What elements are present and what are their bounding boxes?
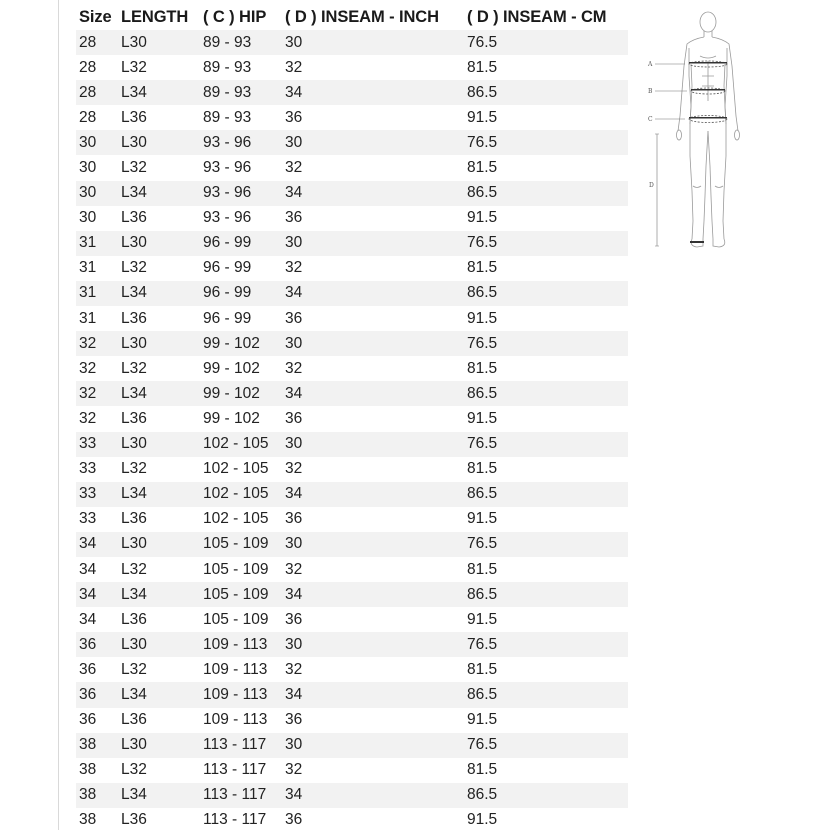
- table-row: [76, 783, 628, 808]
- size-cell: 28: [76, 55, 118, 80]
- inseam-cm-cell: 76.5: [464, 532, 628, 557]
- table-row: [76, 758, 628, 783]
- length-cell: L32: [118, 55, 200, 80]
- length-cell: L30: [118, 632, 200, 657]
- inseam-inch-cell: 32: [282, 356, 464, 381]
- hip-cell: 109 - 113: [200, 657, 282, 682]
- length-cell: L34: [118, 783, 200, 808]
- inseam-inch-cell: 30: [282, 632, 464, 657]
- size-cell: 31: [76, 256, 118, 281]
- hip-cell: 109 - 113: [200, 682, 282, 707]
- band-marks: [689, 62, 727, 243]
- inseam-cm-cell: 81.5: [464, 758, 628, 783]
- header-length: LENGTH: [121, 7, 189, 26]
- table-row: [76, 482, 628, 507]
- inseam-inch-cell: 30: [282, 532, 464, 557]
- size-cell: 38: [76, 808, 118, 833]
- label-a: A: [648, 61, 653, 68]
- inseam-inch-cell: 32: [282, 758, 464, 783]
- inseam-inch-cell: 32: [282, 557, 464, 582]
- inseam-cm-cell: 86.5: [464, 582, 628, 607]
- length-cell: L32: [118, 256, 200, 281]
- inseam-cm-cell: 81.5: [464, 356, 628, 381]
- inseam-inch-cell: 30: [282, 331, 464, 356]
- hip-cell: 105 - 109: [200, 582, 282, 607]
- inseam-inch-cell: 36: [282, 708, 464, 733]
- hip-cell: 113 - 117: [200, 808, 282, 833]
- size-cell: 30: [76, 130, 118, 155]
- inseam-cm-cell: 81.5: [464, 155, 628, 180]
- table-row: [76, 657, 628, 682]
- inseam-inch-cell: 30: [282, 231, 464, 256]
- table-row: [76, 507, 628, 532]
- inseam-inch-cell: 30: [282, 733, 464, 758]
- size-cell: 33: [76, 482, 118, 507]
- inseam-inch-cell: 34: [282, 281, 464, 306]
- inseam-cm-cell: 86.5: [464, 181, 628, 206]
- length-cell: L34: [118, 281, 200, 306]
- table-row: [76, 532, 628, 557]
- length-cell: L36: [118, 406, 200, 431]
- table-row: [76, 55, 628, 80]
- length-cell: L36: [118, 105, 200, 130]
- hip-cell: 93 - 96: [200, 206, 282, 231]
- label-b: B: [648, 88, 653, 95]
- inseam-cm-cell: 81.5: [464, 657, 628, 682]
- table-row: [76, 632, 628, 657]
- hip-band: [689, 116, 727, 123]
- inseam-cm-cell: 81.5: [464, 55, 628, 80]
- length-cell: L32: [118, 457, 200, 482]
- hip-cell: 102 - 105: [200, 457, 282, 482]
- inseam-inch-cell: 36: [282, 206, 464, 231]
- table-header-row: [76, 4, 628, 30]
- inseam-cm-cell: 76.5: [464, 632, 628, 657]
- size-cell: 30: [76, 206, 118, 231]
- inseam-inch-cell: 34: [282, 482, 464, 507]
- hip-cell: 109 - 113: [200, 708, 282, 733]
- length-cell: L30: [118, 733, 200, 758]
- hip-cell: 93 - 96: [200, 181, 282, 206]
- inseam-inch-cell: 30: [282, 30, 464, 55]
- size-cell: 32: [76, 381, 118, 406]
- hip-cell: 89 - 93: [200, 30, 282, 55]
- table-row: [76, 231, 628, 256]
- table-row: [76, 105, 628, 130]
- table-body: [76, 30, 628, 833]
- inseam-inch-cell: 34: [282, 80, 464, 105]
- size-cell: 33: [76, 432, 118, 457]
- table-row: [76, 733, 628, 758]
- inseam-cm-cell: 81.5: [464, 557, 628, 582]
- inseam-inch-cell: 32: [282, 55, 464, 80]
- length-cell: L32: [118, 758, 200, 783]
- inseam-cm-cell: 76.5: [464, 432, 628, 457]
- hip-cell: 93 - 96: [200, 130, 282, 155]
- inseam-cm-cell: 81.5: [464, 457, 628, 482]
- hip-cell: 93 - 96: [200, 155, 282, 180]
- inseam-cm-cell: 86.5: [464, 783, 628, 808]
- table-row: [76, 381, 628, 406]
- hip-cell: 102 - 105: [200, 432, 282, 457]
- length-cell: L36: [118, 607, 200, 632]
- size-cell: 28: [76, 30, 118, 55]
- inseam-cm-cell: 86.5: [464, 682, 628, 707]
- header-size: Size: [79, 7, 112, 26]
- inseam-cm-cell: 81.5: [464, 256, 628, 281]
- size-cell: 32: [76, 356, 118, 381]
- size-cell: 31: [76, 306, 118, 331]
- body-measurement-figure: [645, 6, 755, 256]
- inseam-cm-cell: 91.5: [464, 406, 628, 431]
- table-row: [76, 130, 628, 155]
- hip-cell: 99 - 102: [200, 381, 282, 406]
- size-cell: 36: [76, 682, 118, 707]
- inseam-inch-cell: 34: [282, 582, 464, 607]
- length-cell: L36: [118, 808, 200, 833]
- hip-cell: 99 - 102: [200, 356, 282, 381]
- inseam-cm-cell: 86.5: [464, 482, 628, 507]
- size-cell: 36: [76, 657, 118, 682]
- hip-cell: 96 - 99: [200, 281, 282, 306]
- inseam-cm-cell: 91.5: [464, 507, 628, 532]
- length-cell: L34: [118, 582, 200, 607]
- hip-cell: 96 - 99: [200, 231, 282, 256]
- inseam-cm-cell: 86.5: [464, 281, 628, 306]
- inseam-cm-cell: 91.5: [464, 105, 628, 130]
- table-row: [76, 80, 628, 105]
- length-cell: L36: [118, 306, 200, 331]
- size-cell: 38: [76, 758, 118, 783]
- inseam-inch-cell: 32: [282, 256, 464, 281]
- table-row: [76, 432, 628, 457]
- length-cell: L30: [118, 130, 200, 155]
- body-outline: [677, 12, 740, 247]
- inseam-inch-cell: 34: [282, 381, 464, 406]
- size-cell: 36: [76, 632, 118, 657]
- length-cell: L32: [118, 657, 200, 682]
- size-cell: 34: [76, 557, 118, 582]
- inseam-inch-cell: 32: [282, 457, 464, 482]
- inseam-inch-cell: 36: [282, 406, 464, 431]
- hip-cell: 89 - 93: [200, 80, 282, 105]
- inseam-cm-cell: 91.5: [464, 808, 628, 833]
- size-cell: 28: [76, 80, 118, 105]
- length-cell: L34: [118, 80, 200, 105]
- size-chart-table: [76, 4, 628, 833]
- hip-cell: 113 - 117: [200, 783, 282, 808]
- table-row: [76, 708, 628, 733]
- inseam-inch-cell: 34: [282, 682, 464, 707]
- length-cell: L36: [118, 708, 200, 733]
- table-row: [76, 557, 628, 582]
- hip-cell: 105 - 109: [200, 557, 282, 582]
- inseam-cm-cell: 76.5: [464, 733, 628, 758]
- length-cell: L30: [118, 331, 200, 356]
- label-d: D: [649, 182, 654, 189]
- table-row: [76, 356, 628, 381]
- size-cell: 32: [76, 406, 118, 431]
- hip-cell: 99 - 102: [200, 406, 282, 431]
- length-cell: L30: [118, 532, 200, 557]
- length-cell: L30: [118, 30, 200, 55]
- inseam-cm-cell: 76.5: [464, 231, 628, 256]
- hip-cell: 89 - 93: [200, 55, 282, 80]
- inseam-inch-cell: 36: [282, 306, 464, 331]
- table-row: [76, 607, 628, 632]
- size-cell: 38: [76, 783, 118, 808]
- table-row: [76, 331, 628, 356]
- inseam-cm-cell: 86.5: [464, 381, 628, 406]
- hip-cell: 99 - 102: [200, 331, 282, 356]
- inseam-inch-cell: 36: [282, 607, 464, 632]
- length-cell: L34: [118, 482, 200, 507]
- table-row: [76, 306, 628, 331]
- hip-cell: 102 - 105: [200, 482, 282, 507]
- length-cell: L32: [118, 155, 200, 180]
- inseam-inch-cell: 30: [282, 130, 464, 155]
- hip-cell: 105 - 109: [200, 532, 282, 557]
- label-c: C: [648, 116, 653, 123]
- size-cell: 32: [76, 331, 118, 356]
- inseam-cm-cell: 76.5: [464, 30, 628, 55]
- header-hip: ( C ) HIP: [203, 7, 267, 26]
- body-figure-illustration: [645, 6, 755, 256]
- left-border-line: [58, 0, 59, 830]
- length-cell: L36: [118, 507, 200, 532]
- table-row: [76, 457, 628, 482]
- length-cell: L34: [118, 682, 200, 707]
- inseam-inch-cell: 32: [282, 155, 464, 180]
- size-cell: 28: [76, 105, 118, 130]
- inseam-cm-cell: 91.5: [464, 306, 628, 331]
- length-cell: L34: [118, 381, 200, 406]
- inseam-inch-cell: 32: [282, 657, 464, 682]
- table-row: [76, 682, 628, 707]
- size-cell: 31: [76, 231, 118, 256]
- length-cell: L36: [118, 206, 200, 231]
- size-cell: 36: [76, 708, 118, 733]
- inseam-cm-cell: 76.5: [464, 331, 628, 356]
- table-row: [76, 808, 628, 833]
- inseam-cm-cell: 91.5: [464, 607, 628, 632]
- table-row: [76, 206, 628, 231]
- size-cell: 33: [76, 507, 118, 532]
- table-row: [76, 256, 628, 281]
- length-cell: L32: [118, 356, 200, 381]
- length-cell: L32: [118, 557, 200, 582]
- hip-cell: 96 - 99: [200, 306, 282, 331]
- hip-cell: 113 - 117: [200, 733, 282, 758]
- table-row: [76, 582, 628, 607]
- inseam-inch-cell: 36: [282, 808, 464, 833]
- inseam-inch-cell: 34: [282, 783, 464, 808]
- inseam-cm-cell: 91.5: [464, 708, 628, 733]
- length-cell: L34: [118, 181, 200, 206]
- size-cell: 38: [76, 733, 118, 758]
- header-inseam-inch: ( D ) INSEAM - INCH: [285, 7, 439, 26]
- inseam-cm-cell: 91.5: [464, 206, 628, 231]
- inseam-inch-cell: 36: [282, 105, 464, 130]
- size-cell: 34: [76, 532, 118, 557]
- hip-cell: 96 - 99: [200, 256, 282, 281]
- hip-cell: 109 - 113: [200, 632, 282, 657]
- hip-cell: 105 - 109: [200, 607, 282, 632]
- table-row: [76, 281, 628, 306]
- size-cell: 30: [76, 155, 118, 180]
- length-cell: L30: [118, 432, 200, 457]
- size-cell: 33: [76, 457, 118, 482]
- hip-cell: 102 - 105: [200, 507, 282, 532]
- size-cell: 34: [76, 607, 118, 632]
- size-cell: 34: [76, 582, 118, 607]
- size-cell: 31: [76, 281, 118, 306]
- table-row: [76, 30, 628, 55]
- length-cell: L30: [118, 231, 200, 256]
- table-row: [76, 406, 628, 431]
- inseam-inch-cell: 34: [282, 181, 464, 206]
- inseam-cm-cell: 76.5: [464, 130, 628, 155]
- header-inseam-cm: ( D ) INSEAM - CM: [467, 7, 607, 26]
- hip-cell: 113 - 117: [200, 758, 282, 783]
- table-row: [76, 155, 628, 180]
- hip-cell: 89 - 93: [200, 105, 282, 130]
- inseam-inch-cell: 30: [282, 432, 464, 457]
- inseam-cm-cell: 86.5: [464, 80, 628, 105]
- size-cell: 30: [76, 181, 118, 206]
- inseam-inch-cell: 36: [282, 507, 464, 532]
- table-row: [76, 181, 628, 206]
